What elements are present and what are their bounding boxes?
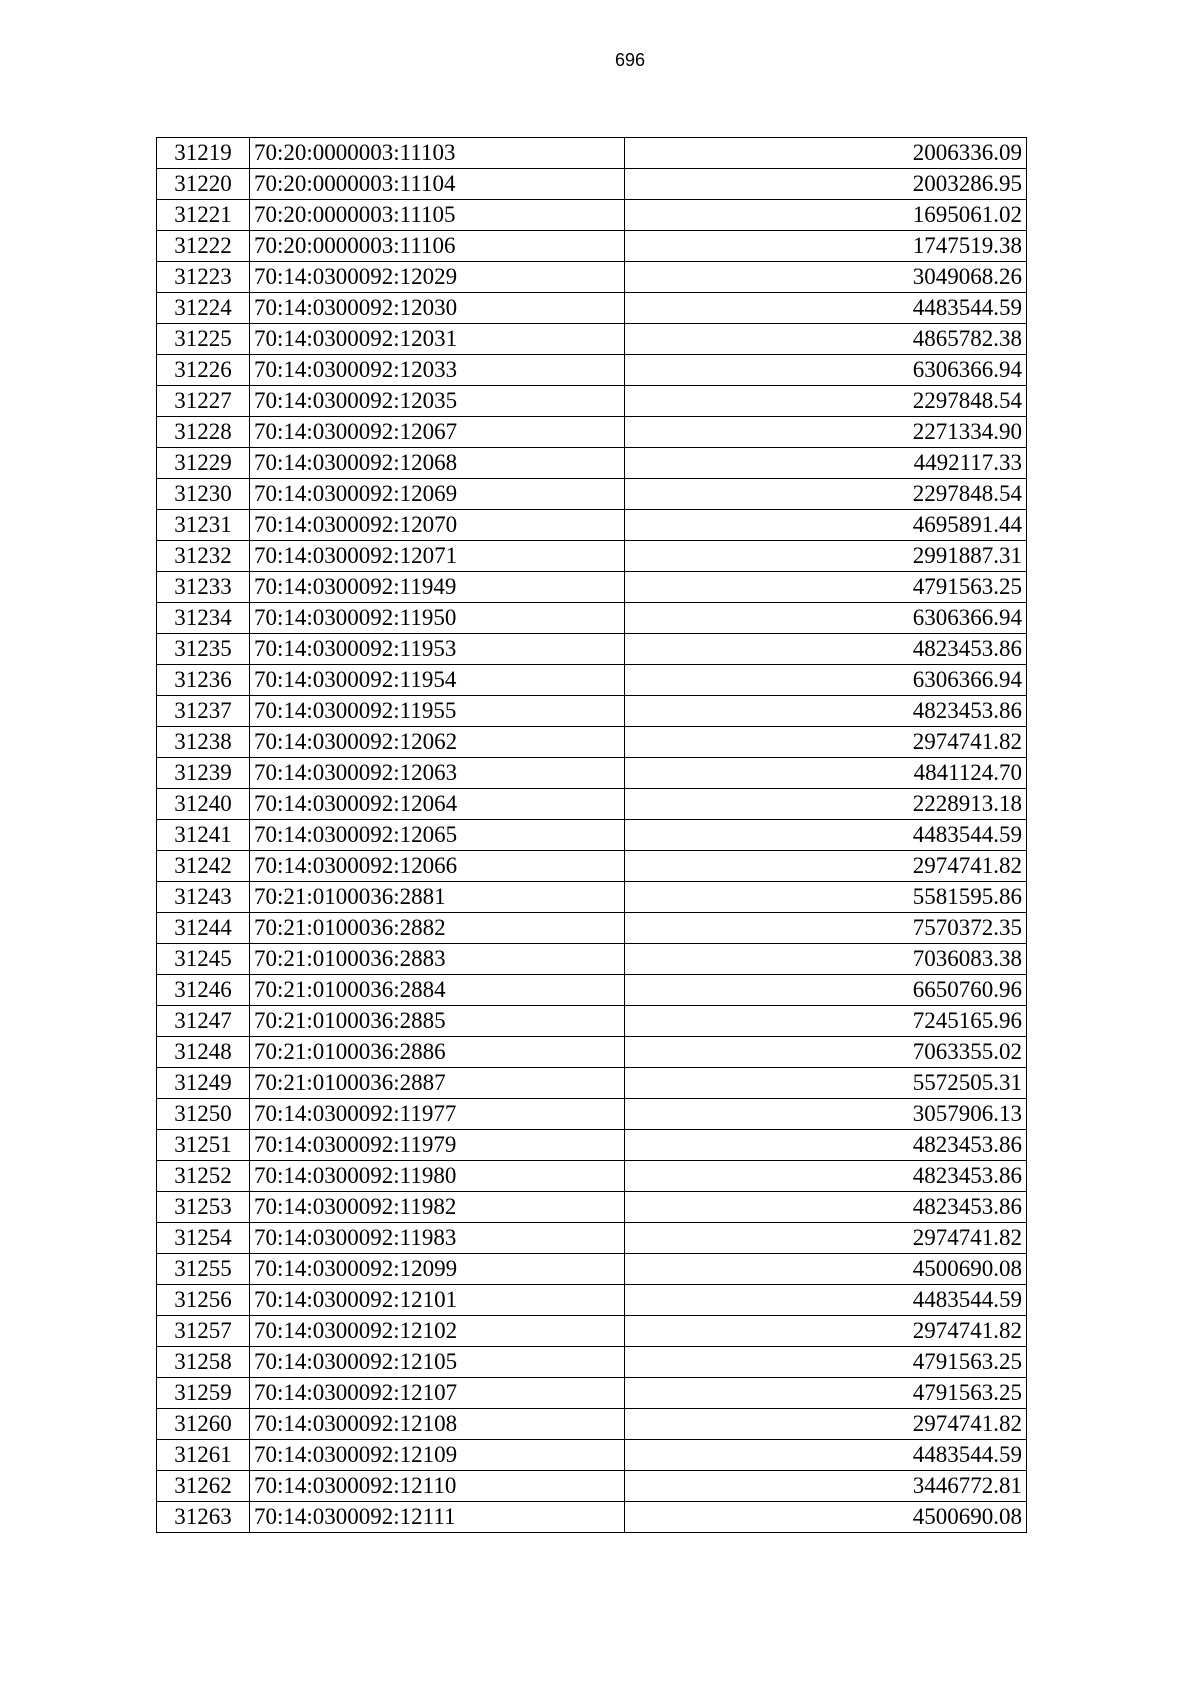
table-body — [157, 138, 1027, 1533]
cadastral-value-cell: 2297848.54 — [625, 386, 1027, 417]
row-number-cell: 31250 — [157, 1099, 250, 1130]
row-number-cell: 31244 — [157, 913, 250, 944]
row-number-cell: 31254 — [157, 1223, 250, 1254]
cadastral-number-cell: 70:21:0100036:2886 — [250, 1037, 625, 1068]
cadastral-number-cell: 70:21:0100036:2882 — [250, 913, 625, 944]
cadastral-number-cell: 70:14:0300092:12030 — [250, 293, 625, 324]
cadastral-number-cell: 70:14:0300092:12063 — [250, 758, 625, 789]
cadastral-number-cell: 70:14:0300092:12101 — [250, 1285, 625, 1316]
table-row — [157, 1254, 1027, 1285]
row-number-cell: 31224 — [157, 293, 250, 324]
table-row — [157, 975, 1027, 1006]
cadastral-number-cell: 70:14:0300092:12099 — [250, 1254, 625, 1285]
cadastral-number-cell: 70:14:0300092:11982 — [250, 1192, 625, 1223]
row-number-cell: 31253 — [157, 1192, 250, 1223]
row-number-cell: 31263 — [157, 1502, 250, 1533]
cadastral-number-cell: 70:21:0100036:2887 — [250, 1068, 625, 1099]
row-number-cell: 31243 — [157, 882, 250, 913]
cadastral-value-cell: 5572505.31 — [625, 1068, 1027, 1099]
cadastral-number-cell: 70:14:0300092:12062 — [250, 727, 625, 758]
row-number-cell: 31261 — [157, 1440, 250, 1471]
table-row — [157, 727, 1027, 758]
row-number-cell: 31257 — [157, 1316, 250, 1347]
table-row — [157, 572, 1027, 603]
row-number-cell: 31236 — [157, 665, 250, 696]
row-number-cell: 31222 — [157, 231, 250, 262]
cadastral-number-cell: 70:21:0100036:2883 — [250, 944, 625, 975]
cadastral-value-cell: 4823453.86 — [625, 1130, 1027, 1161]
cadastral-value-table — [156, 137, 1027, 1533]
cadastral-value-cell: 7036083.38 — [625, 944, 1027, 975]
table-row — [157, 1285, 1027, 1316]
table-row — [157, 913, 1027, 944]
row-number-cell: 31259 — [157, 1378, 250, 1409]
cadastral-number-cell: 70:20:0000003:11106 — [250, 231, 625, 262]
cadastral-number-cell: 70:14:0300092:12108 — [250, 1409, 625, 1440]
cadastral-number-cell: 70:14:0300092:12035 — [250, 386, 625, 417]
cadastral-value-cell: 4483544.59 — [625, 1285, 1027, 1316]
cadastral-number-cell: 70:14:0300092:11979 — [250, 1130, 625, 1161]
cadastral-value-cell: 2974741.82 — [625, 1316, 1027, 1347]
table-row — [157, 1440, 1027, 1471]
table-row — [157, 1347, 1027, 1378]
row-number-cell: 31237 — [157, 696, 250, 727]
cadastral-value-cell: 3057906.13 — [625, 1099, 1027, 1130]
cadastral-number-cell: 70:20:0000003:11104 — [250, 169, 625, 200]
row-number-cell: 31258 — [157, 1347, 250, 1378]
table-row — [157, 789, 1027, 820]
cadastral-number-cell: 70:14:0300092:12111 — [250, 1502, 625, 1533]
cadastral-number-cell: 70:14:0300092:12033 — [250, 355, 625, 386]
table-row — [157, 1130, 1027, 1161]
row-number-cell: 31220 — [157, 169, 250, 200]
cadastral-value-cell: 2974741.82 — [625, 727, 1027, 758]
cadastral-value-cell: 6650760.96 — [625, 975, 1027, 1006]
cadastral-number-cell: 70:14:0300092:12066 — [250, 851, 625, 882]
cadastral-value-cell: 4492117.33 — [625, 448, 1027, 479]
cadastral-number-cell: 70:14:0300092:12109 — [250, 1440, 625, 1471]
table-row — [157, 603, 1027, 634]
table-row — [157, 1161, 1027, 1192]
cadastral-value-cell: 1695061.02 — [625, 200, 1027, 231]
row-number-cell: 31227 — [157, 386, 250, 417]
row-number-cell: 31225 — [157, 324, 250, 355]
table-row — [157, 944, 1027, 975]
table-row — [157, 634, 1027, 665]
row-number-cell: 31255 — [157, 1254, 250, 1285]
cadastral-number-cell: 70:14:0300092:11977 — [250, 1099, 625, 1130]
cadastral-value-cell: 2974741.82 — [625, 1223, 1027, 1254]
cadastral-number-cell: 70:14:0300092:11955 — [250, 696, 625, 727]
table-row — [157, 1316, 1027, 1347]
cadastral-number-cell: 70:20:0000003:11103 — [250, 138, 625, 169]
row-number-cell: 31238 — [157, 727, 250, 758]
cadastral-value-cell: 4823453.86 — [625, 1192, 1027, 1223]
table-row — [157, 510, 1027, 541]
cadastral-number-cell: 70:14:0300092:12070 — [250, 510, 625, 541]
row-number-cell: 31239 — [157, 758, 250, 789]
table-row — [157, 820, 1027, 851]
table-row — [157, 169, 1027, 200]
table-row — [157, 262, 1027, 293]
cadastral-value-cell: 4791563.25 — [625, 1347, 1027, 1378]
cadastral-value-cell: 4823453.86 — [625, 1161, 1027, 1192]
cadastral-number-cell: 70:14:0300092:12067 — [250, 417, 625, 448]
table-row — [157, 1192, 1027, 1223]
row-number-cell: 31235 — [157, 634, 250, 665]
cadastral-value-cell: 4841124.70 — [625, 758, 1027, 789]
row-number-cell: 31252 — [157, 1161, 250, 1192]
cadastral-value-cell: 4500690.08 — [625, 1502, 1027, 1533]
cadastral-number-cell: 70:14:0300092:11953 — [250, 634, 625, 665]
table-row — [157, 231, 1027, 262]
cadastral-value-cell: 4483544.59 — [625, 1440, 1027, 1471]
row-number-cell: 31248 — [157, 1037, 250, 1068]
table-row — [157, 1037, 1027, 1068]
cadastral-value-cell: 4483544.59 — [625, 293, 1027, 324]
cadastral-value-cell: 3049068.26 — [625, 262, 1027, 293]
cadastral-number-cell: 70:14:0300092:11954 — [250, 665, 625, 696]
row-number-cell: 31234 — [157, 603, 250, 634]
cadastral-value-cell: 4865782.38 — [625, 324, 1027, 355]
row-number-cell: 31231 — [157, 510, 250, 541]
row-number-cell: 31247 — [157, 1006, 250, 1037]
row-number-cell: 31240 — [157, 789, 250, 820]
row-number-cell: 31251 — [157, 1130, 250, 1161]
table-row — [157, 1068, 1027, 1099]
table-row — [157, 324, 1027, 355]
table-row — [157, 1378, 1027, 1409]
cadastral-number-cell: 70:14:0300092:12029 — [250, 262, 625, 293]
row-number-cell: 31230 — [157, 479, 250, 510]
cadastral-value-cell: 4483544.59 — [625, 820, 1027, 851]
table-row — [157, 1223, 1027, 1254]
table-row — [157, 1502, 1027, 1533]
row-number-cell: 31219 — [157, 138, 250, 169]
cadastral-number-cell: 70:14:0300092:12031 — [250, 324, 625, 355]
cadastral-number-cell: 70:14:0300092:11983 — [250, 1223, 625, 1254]
table-row — [157, 355, 1027, 386]
cadastral-value-cell: 7245165.96 — [625, 1006, 1027, 1037]
row-number-cell: 31221 — [157, 200, 250, 231]
row-number-cell: 31246 — [157, 975, 250, 1006]
table-row — [157, 138, 1027, 169]
cadastral-value-cell: 6306366.94 — [625, 355, 1027, 386]
cadastral-value-cell: 4823453.86 — [625, 634, 1027, 665]
cadastral-value-cell: 2003286.95 — [625, 169, 1027, 200]
cadastral-number-cell: 70:14:0300092:11950 — [250, 603, 625, 634]
cadastral-value-cell: 2974741.82 — [625, 1409, 1027, 1440]
table-row — [157, 758, 1027, 789]
table-row — [157, 417, 1027, 448]
cadastral-value-cell: 4695891.44 — [625, 510, 1027, 541]
table-row — [157, 1471, 1027, 1502]
cadastral-number-cell: 70:21:0100036:2884 — [250, 975, 625, 1006]
cadastral-number-cell: 70:14:0300092:12064 — [250, 789, 625, 820]
cadastral-number-cell: 70:14:0300092:12065 — [250, 820, 625, 851]
row-number-cell: 31260 — [157, 1409, 250, 1440]
cadastral-value-cell: 1747519.38 — [625, 231, 1027, 262]
cadastral-value-cell: 2228913.18 — [625, 789, 1027, 820]
table-row — [157, 386, 1027, 417]
cadastral-value-cell: 2991887.31 — [625, 541, 1027, 572]
row-number-cell: 31256 — [157, 1285, 250, 1316]
table-row — [157, 200, 1027, 231]
table-row — [157, 882, 1027, 913]
cadastral-value-cell: 7063355.02 — [625, 1037, 1027, 1068]
cadastral-value-cell: 6306366.94 — [625, 665, 1027, 696]
row-number-cell: 31229 — [157, 448, 250, 479]
row-number-cell: 31249 — [157, 1068, 250, 1099]
table-row — [157, 1409, 1027, 1440]
table-row — [157, 448, 1027, 479]
table-row — [157, 541, 1027, 572]
cadastral-number-cell: 70:20:0000003:11105 — [250, 200, 625, 231]
cadastral-value-cell: 2297848.54 — [625, 479, 1027, 510]
cadastral-number-cell: 70:14:0300092:12069 — [250, 479, 625, 510]
cadastral-value-cell: 6306366.94 — [625, 603, 1027, 634]
cadastral-number-cell: 70:21:0100036:2885 — [250, 1006, 625, 1037]
row-number-cell: 31233 — [157, 572, 250, 603]
cadastral-number-cell: 70:14:0300092:12102 — [250, 1316, 625, 1347]
cadastral-number-cell: 70:14:0300092:12071 — [250, 541, 625, 572]
cadastral-value-cell: 4823453.86 — [625, 696, 1027, 727]
cadastral-number-cell: 70:21:0100036:2881 — [250, 882, 625, 913]
row-number-cell: 31241 — [157, 820, 250, 851]
cadastral-value-cell: 2271334.90 — [625, 417, 1027, 448]
cadastral-value-cell: 4791563.25 — [625, 1378, 1027, 1409]
table-row — [157, 851, 1027, 882]
table-row — [157, 1099, 1027, 1130]
row-number-cell: 31245 — [157, 944, 250, 975]
table-row — [157, 696, 1027, 727]
cadastral-value-cell: 4791563.25 — [625, 572, 1027, 603]
cadastral-value-cell: 4500690.08 — [625, 1254, 1027, 1285]
cadastral-number-cell: 70:14:0300092:11949 — [250, 572, 625, 603]
table-row — [157, 479, 1027, 510]
cadastral-value-cell: 5581595.86 — [625, 882, 1027, 913]
row-number-cell: 31223 — [157, 262, 250, 293]
table-row — [157, 293, 1027, 324]
table-row — [157, 665, 1027, 696]
row-number-cell: 31262 — [157, 1471, 250, 1502]
cadastral-number-cell: 70:14:0300092:12068 — [250, 448, 625, 479]
cadastral-number-cell: 70:14:0300092:11980 — [250, 1161, 625, 1192]
row-number-cell: 31226 — [157, 355, 250, 386]
table-row — [157, 1006, 1027, 1037]
cadastral-value-cell: 3446772.81 — [625, 1471, 1027, 1502]
cadastral-number-cell: 70:14:0300092:12105 — [250, 1347, 625, 1378]
row-number-cell: 31242 — [157, 851, 250, 882]
cadastral-value-cell: 2974741.82 — [625, 851, 1027, 882]
cadastral-value-cell: 2006336.09 — [625, 138, 1027, 169]
row-number-cell: 31228 — [157, 417, 250, 448]
cadastral-number-cell: 70:14:0300092:12107 — [250, 1378, 625, 1409]
cadastral-number-cell: 70:14:0300092:12110 — [250, 1471, 625, 1502]
cadastral-value-cell: 7570372.35 — [625, 913, 1027, 944]
row-number-cell: 31232 — [157, 541, 250, 572]
page-number: 696 — [614, 50, 646, 70]
